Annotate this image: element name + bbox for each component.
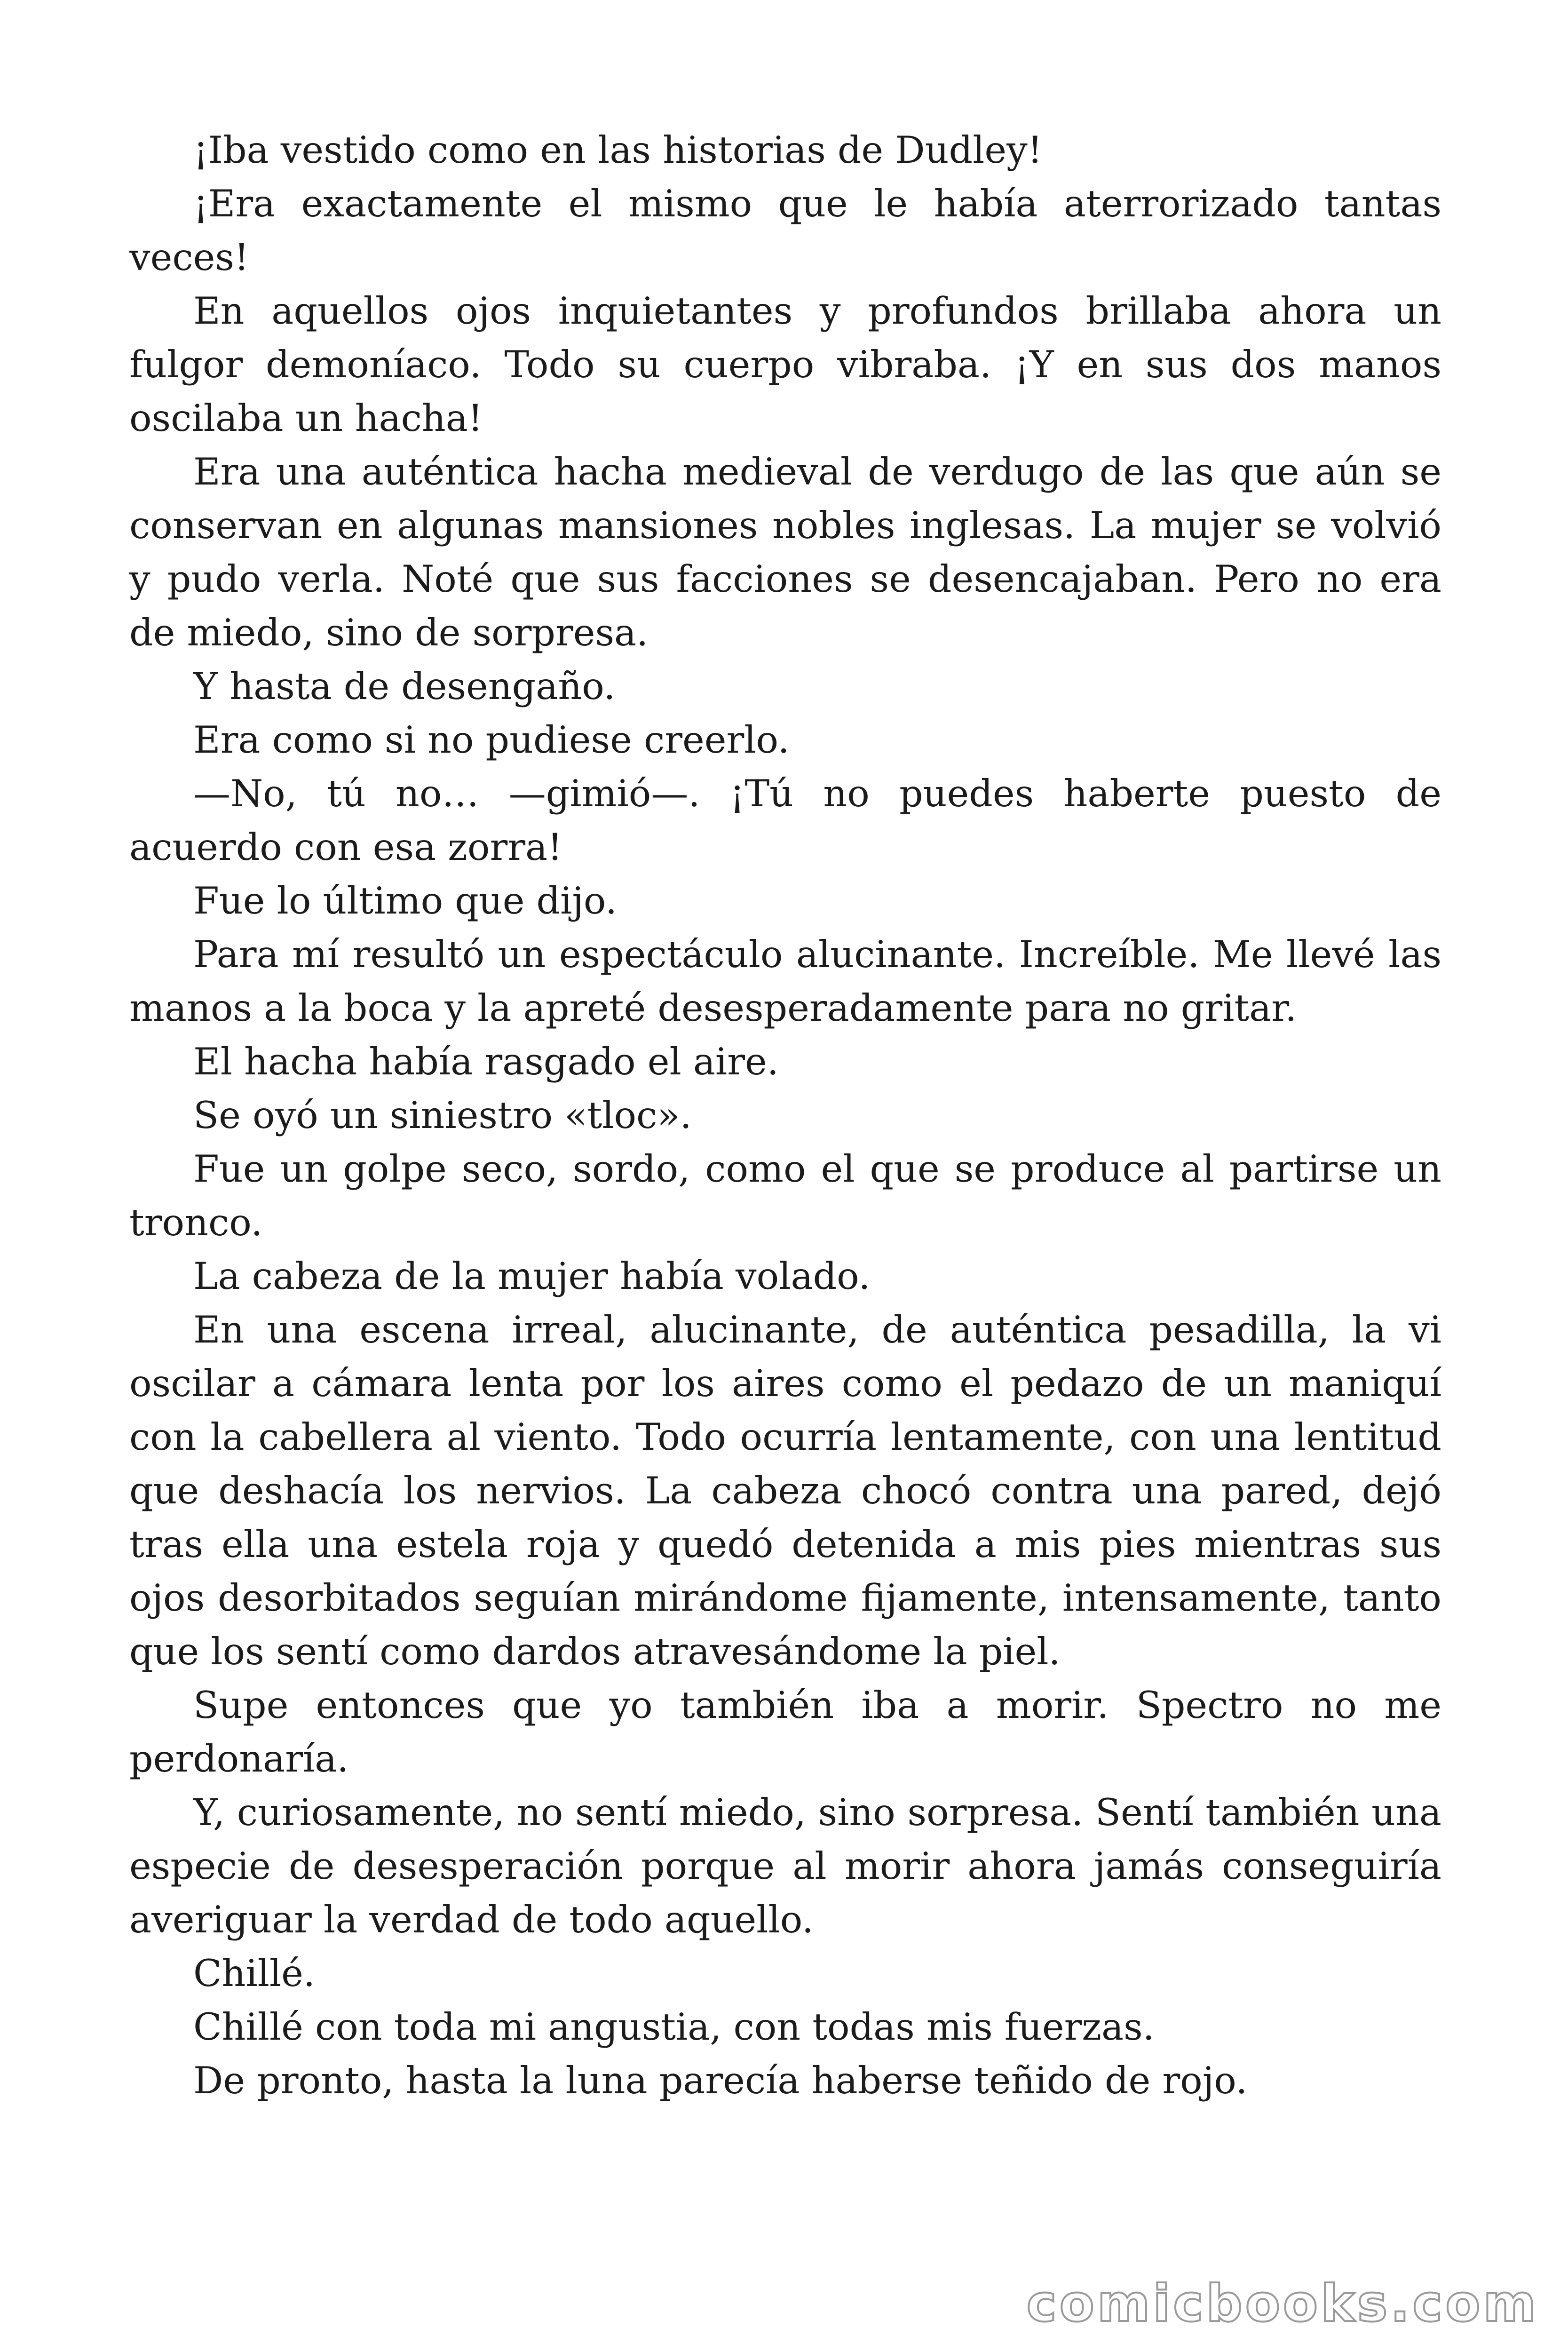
body-text: [129, 123, 1441, 2107]
paragraph: Fue lo último que dijo.: [193, 879, 618, 922]
paragraph: ¡Iba vestido como en las historias de Dudley!: [193, 128, 1043, 172]
paragraph: Y hasta de desengaño.: [193, 665, 616, 708]
paragraph: Se oyó un siniestro «tloc».: [193, 1094, 692, 1137]
paragraph: Supe entonces que yo también iba a morir. Spectro no me perdonaría.: [129, 1684, 1441, 1780]
paragraph: En aquellos ojos inquietantes y profundos brillaba ahora un fulgor demoníaco. Todo su cuerpo vibraba. ¡Y en sus dos manos oscilaba un hacha!: [129, 289, 1441, 440]
paragraph: La cabeza de la mujer había volado.: [193, 1255, 871, 1298]
paragraph: Chillé con toda mi angustia, con todas mis fuerzas.: [193, 2005, 1155, 2049]
paragraph: El hacha había rasgado el aire.: [193, 1040, 779, 1083]
watermark: comicbooks.com: [1026, 2274, 1539, 2333]
paragraph: ¡Era exactamente el mismo que le había aterrorizado tantas veces!: [129, 182, 1441, 279]
paragraph: Era como si no pudiese creerlo.: [193, 718, 790, 762]
paragraph: Era una auténtica hacha medieval de verdugo de las que aún se conservan en algunas mansiones nobles inglesas. La mujer se volvió y pudo verla. Noté que sus facciones se desencajaban. Pero no era de miedo, sino de sorpresa.: [129, 450, 1441, 654]
paragraph: De pronto, hasta la luna parecía haberse teñido de rojo.: [193, 2059, 1248, 2102]
paragraph: En una escena irreal, alucinante, de auténtica pesadilla, la vi oscilar a cámara lenta por los aires como el pedazo de un maniquí con la cabellera al viento. Todo ocurría lentamente, con una lentitud que deshacía los nervios. La cabeza chocó contra una pared, dejó tras ella una estela roja y quedó detenida a mis pies mientras sus ojos desorbitados seguían mirándome fijamente, intensamente, tanto que los sentí como dardos atravesándome la piel.: [129, 1308, 1441, 1673]
paragraph: Fue un golpe seco, sordo, como el que se produce al partirse un tronco.: [129, 1147, 1441, 1244]
paragraph: Y, curiosamente, no sentí miedo, sino sorpresa. Sentí también una especie de desesperación porque al morir ahora jamás conseguiría averiguar la verdad de todo aquello.: [129, 1791, 1441, 1941]
paragraph: Chillé.: [193, 1952, 315, 1995]
paragraph: Para mí resultó un espectáculo alucinante. Increíble. Me llevé las manos a la boca y la apreté desesperadamente para no gritar.: [129, 933, 1441, 1030]
paragraph: —No, tú no… —gimió—. ¡Tú no puedes haberte puesto de acuerdo con esa zorra!: [129, 772, 1441, 869]
